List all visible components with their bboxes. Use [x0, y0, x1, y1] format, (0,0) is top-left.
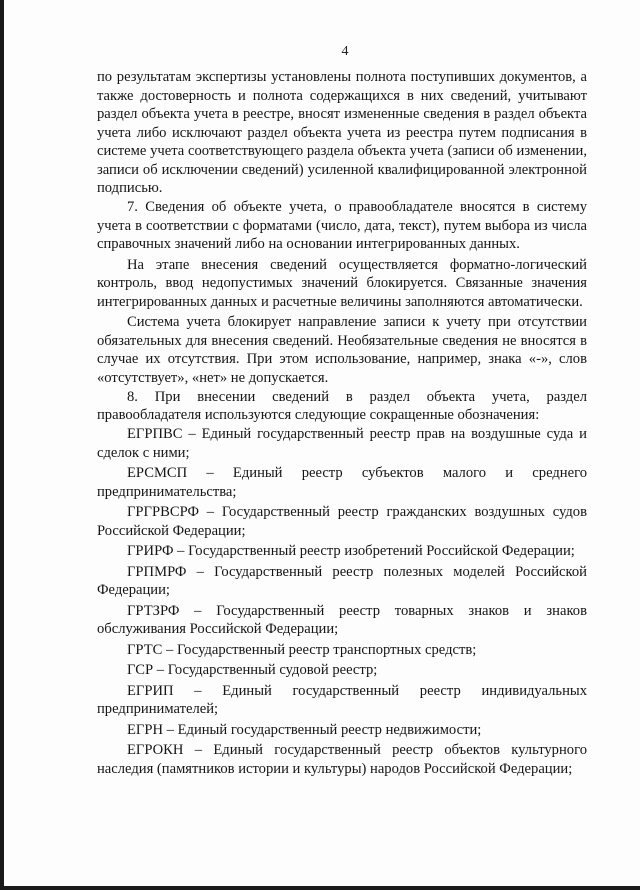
abbreviation-ersmsp: ЕРСМСП – Единый реестр субъектов малого и среднего предпринимательства; [97, 465, 587, 500]
abbreviation-grirf: ГРИРФ – Государственный реестр изобретений Российской Федерации; [127, 543, 575, 559]
abbreviation-grts: ГРТС – Государственный реестр транспортных средств; [127, 641, 477, 658]
abbreviation-grtzrf: ГРТЗРФ – Государственный реестр товарных знаков и знаков обслуживания Российской Федерации; [97, 602, 587, 637]
page-number: 4 [341, 44, 349, 59]
paragraph-item-8: 8. При внесении сведений в раздел объекта учета, раздел правообладателя используются следующие сокращенные обозначения: [97, 388, 587, 423]
paragraph-item-7: 7. Сведения об объекте учета, о правообладателе вносятся в систему учета в соответствии с форматами (число, дата, текст), путем выбора из числа справочных значений либо на основании интегрированных данных. [97, 199, 587, 252]
paragraph-format-control: На этапе внесения сведений осуществляется форматно-логический контроль, ввод недопустимых значений блокируется. Связанные значения интегрированных данных и расчетные величины заполняются автоматически. [97, 256, 587, 310]
abbreviation-egrip: ЕГРИП – Единый государственный реестр индивидуальных предпринимателей; [97, 682, 587, 717]
abbreviation-egrokn: ЕГРОКН – Единый государственный реестр объектов культурного наследия (памятников истории и культуры) народов Российской Федерации; [97, 742, 587, 777]
paragraph-blocking: Система учета блокирует направление записи к учету при отсутствии обязательных для внесения сведений. Необязательные сведения не вносятся в случае их отсутствия. При этом использование, например, знака «-», слов «отсутствует», «нет» не допускается. [97, 314, 587, 386]
abbreviation-egrpvs: ЕГРПВС – Единый государственный реестр прав на воздушные суда и сделок с ними; [97, 426, 587, 461]
abbreviation-egrn: ЕГРН – Единый государственный реестр недвижимости; [127, 721, 482, 738]
paragraph-continuation: по результатам экспертизы установлены полнота поступивших документов, а также достоверность и полнота содержащихся в них сведений, учитывают раздел объекта учета в реестре, вносят измененные сведения в раздел объекта учета либо исключают раздел объекта учета из реестра путем подписания в системе учета соответствующего раздела объекта учета (записи об изменении, записи об исключении сведений) усиленной квалифицированной электронной подписью. [97, 69, 587, 196]
scan-edge-left [0, 0, 4, 890]
abbreviation-grpmrf: ГРПМРФ – Государственный реестр полезных моделей Российской Федерации; [97, 563, 587, 598]
scan-edge-bottom [0, 886, 640, 890]
document-body [97, 68, 587, 778]
abbreviation-grgrvsrf: ГРГРВСРФ – Государственный реестр гражданских воздушных судов Российской Федерации; [97, 504, 587, 539]
abbreviation-gsr: ГСР – Государственный судовой реестр; [127, 662, 378, 678]
